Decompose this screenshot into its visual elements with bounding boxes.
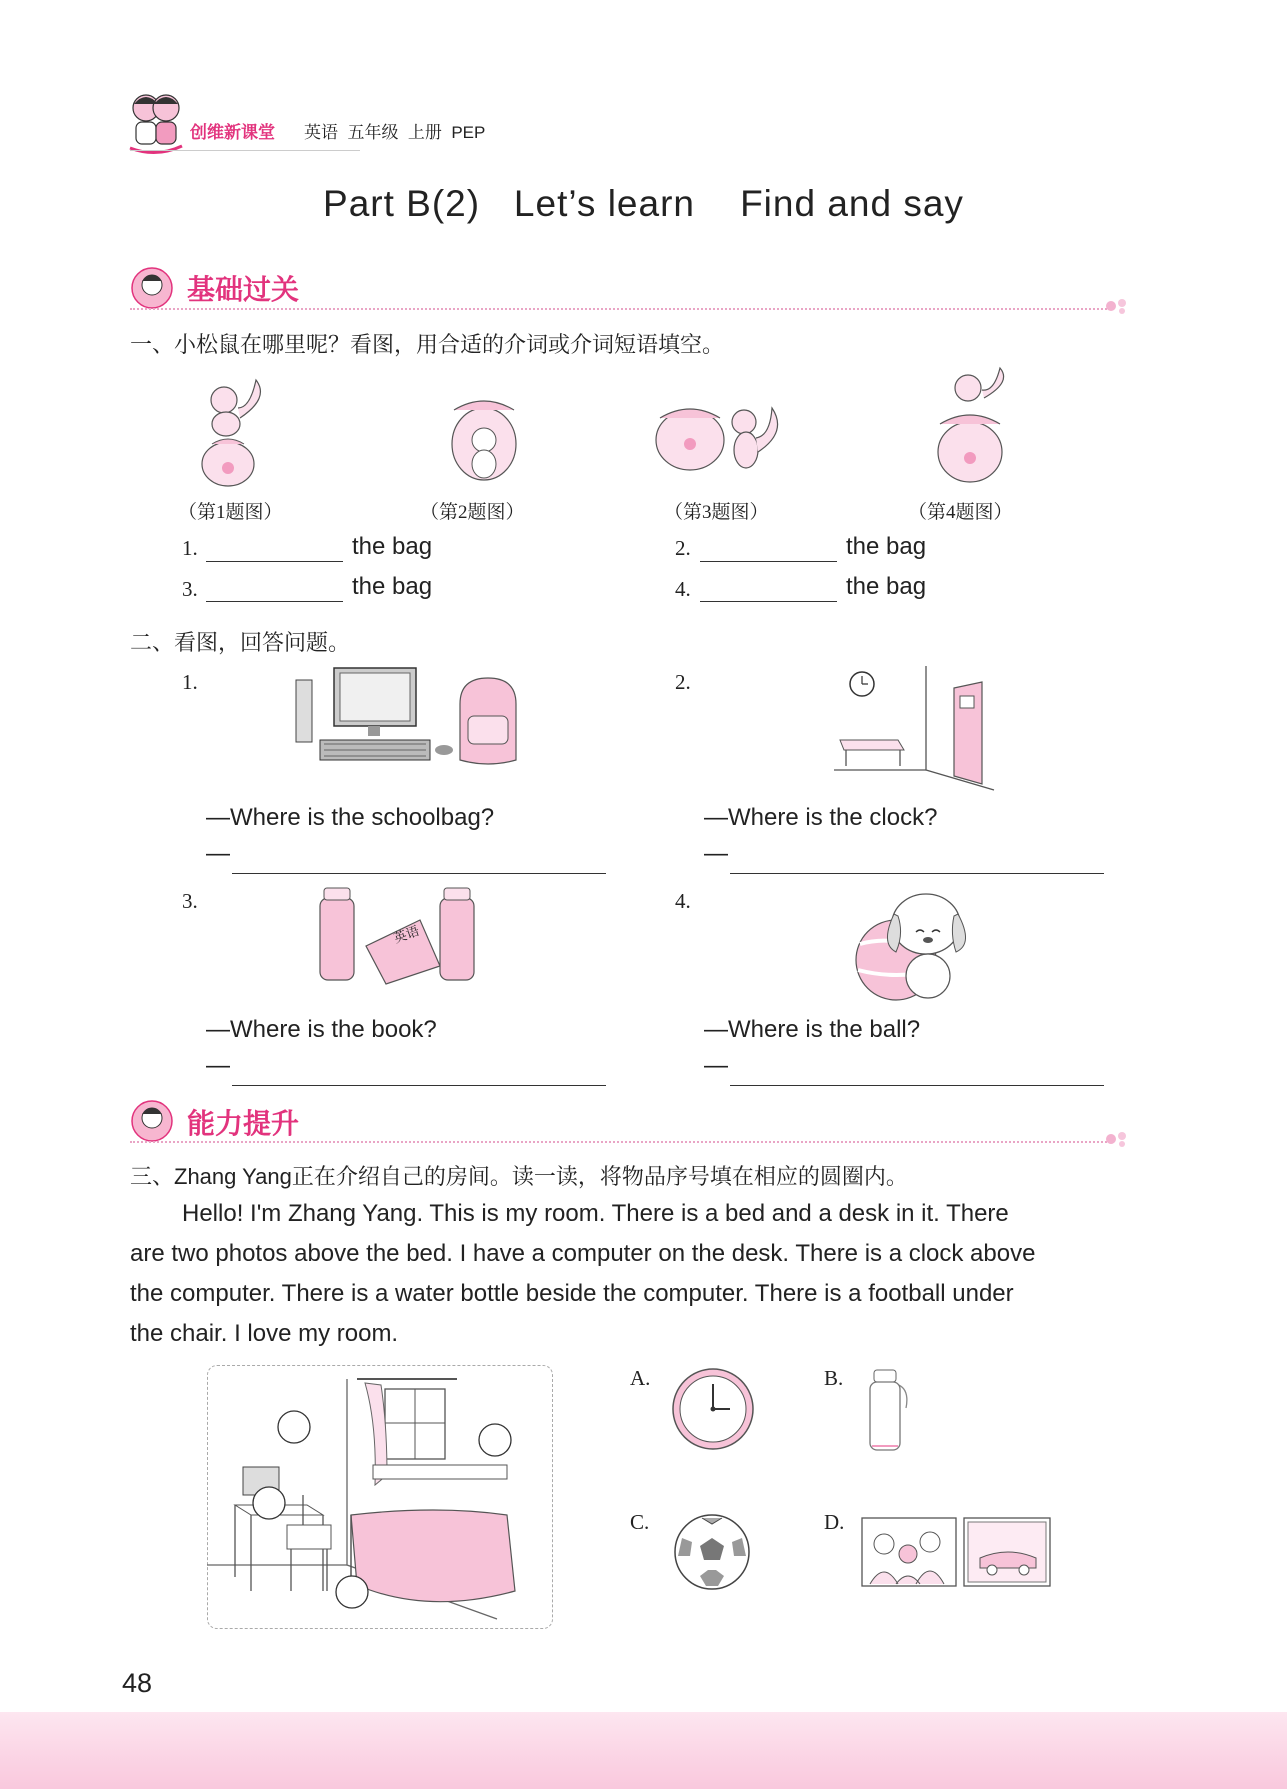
q1-item-2-blank[interactable] bbox=[700, 561, 837, 562]
q2-item-3-answer[interactable] bbox=[232, 1085, 606, 1086]
header-mascot-icon bbox=[126, 88, 186, 156]
section2-dots-icon bbox=[1105, 1129, 1131, 1149]
q1-item-3-num: 3. bbox=[182, 577, 198, 601]
q1-caption-4: （第4题图） bbox=[908, 502, 1013, 523]
q3-passage-line-2: are two photos above the bed. I have a computer on the desk. There is a clock above bbox=[130, 1240, 1036, 1267]
q3-instruction: 三、Zhang Yang正在介绍自己的房间。读一读，将物品序号填在相应的圆圈内。 bbox=[130, 1164, 908, 1189]
header-underline bbox=[130, 150, 360, 151]
option-c-label: C. bbox=[630, 1510, 650, 1534]
q2-item-2-answer[interactable] bbox=[730, 873, 1104, 874]
q3-passage bbox=[130, 1194, 1126, 1354]
q1-item-1-num: 1. bbox=[182, 536, 198, 560]
dog-ball-image bbox=[850, 884, 980, 1004]
room-circle-4 bbox=[336, 1576, 368, 1608]
q2-item-4-dash: — bbox=[704, 1052, 728, 1079]
header-subtitle: 英语 五年级 上册 PEP bbox=[304, 123, 486, 142]
q1-item-1-suffix: the bag bbox=[352, 533, 433, 560]
q1-caption-1: （第1题图） bbox=[178, 502, 283, 523]
page-number: 48 bbox=[122, 1668, 153, 1698]
q1-item-2-num: 2. bbox=[675, 536, 691, 560]
q1-instruction: 一、小松鼠在哪里呢？看图，用合适的介词或介词短语填空。 bbox=[130, 332, 725, 357]
book-cover-text: 英语 bbox=[391, 922, 422, 946]
q2-item-4-num: 4. bbox=[675, 889, 691, 913]
bottle-icon bbox=[862, 1366, 914, 1456]
q1-item-2-suffix: the bag bbox=[846, 533, 927, 560]
computer-schoolbag-image bbox=[292, 664, 532, 774]
option-b-label: B. bbox=[824, 1366, 844, 1390]
room-circle-1 bbox=[278, 1411, 310, 1443]
squirrel-behind-bag-image bbox=[928, 368, 1018, 486]
q3-passage-line-4: the chair. I love my room. bbox=[130, 1320, 399, 1347]
q1-item-4-blank[interactable] bbox=[700, 601, 837, 602]
q3-passage-line-3: the computer. There is a water bottle beside the computer. There is a football under bbox=[130, 1280, 1014, 1307]
photos-icon bbox=[860, 1516, 1052, 1590]
room-circle-2 bbox=[479, 1424, 511, 1456]
q2-item-1-dash: — bbox=[206, 840, 230, 867]
q2-item-3-question: —Where is the book? bbox=[206, 1016, 437, 1043]
q3-passage-line-1: Hello! I'm Zhang Yang. This is my room. There is a bed and a desk in it. There bbox=[182, 1200, 1009, 1227]
footer-band bbox=[0, 1712, 1287, 1789]
q2-item-2-num: 2. bbox=[675, 670, 691, 694]
q1-item-4-suffix: the bag bbox=[846, 573, 927, 600]
q2-item-4-answer[interactable] bbox=[730, 1085, 1104, 1086]
section2-divider bbox=[130, 1141, 1110, 1143]
section1-title: 基础过关 bbox=[187, 274, 300, 305]
section1-divider bbox=[130, 308, 1110, 310]
q2-item-1-num: 1. bbox=[182, 670, 198, 694]
header-brand: 创维新课堂 bbox=[190, 123, 275, 142]
page-title: Part B(2) Let’s learn Find and say bbox=[323, 183, 964, 224]
option-a-label: A. bbox=[630, 1366, 651, 1390]
q2-item-3-num: 3. bbox=[182, 889, 198, 913]
football-icon bbox=[672, 1512, 752, 1592]
squirrel-in-bag-image bbox=[440, 380, 530, 485]
q1-caption-2: （第2题图） bbox=[420, 502, 525, 523]
q2-item-2-dash: — bbox=[704, 840, 728, 867]
q2-item-3-dash: — bbox=[206, 1052, 230, 1079]
section1-dots-icon bbox=[1105, 296, 1131, 316]
room-picture bbox=[207, 1365, 551, 1627]
section2-title: 能力提升 bbox=[187, 1108, 300, 1139]
q2-item-2-question: —Where is the clock? bbox=[704, 804, 938, 831]
clock-icon bbox=[670, 1366, 756, 1452]
section2-icon bbox=[128, 1098, 178, 1144]
room-circle-3 bbox=[253, 1487, 285, 1519]
q1-caption-3: （第3题图） bbox=[664, 502, 769, 523]
q2-item-4-question: —Where is the ball? bbox=[704, 1016, 921, 1043]
q2-item-1-question: —Where is the schoolbag? bbox=[206, 804, 495, 831]
section1-icon bbox=[128, 265, 178, 311]
q1-item-3-blank[interactable] bbox=[206, 601, 343, 602]
q2-item-1-answer[interactable] bbox=[232, 873, 606, 874]
q2-instruction: 二、看图，回答问题。 bbox=[130, 630, 351, 655]
squirrel-beside-bag-image bbox=[652, 392, 792, 477]
q1-item-3-suffix: the bag bbox=[352, 573, 433, 600]
clock-wall-door-image bbox=[834, 664, 1004, 794]
option-d-label: D. bbox=[824, 1510, 845, 1534]
q1-item-4-num: 4. bbox=[675, 577, 691, 601]
squirrel-on-bag-image bbox=[190, 378, 280, 488]
q1-item-1-blank[interactable] bbox=[206, 561, 343, 562]
